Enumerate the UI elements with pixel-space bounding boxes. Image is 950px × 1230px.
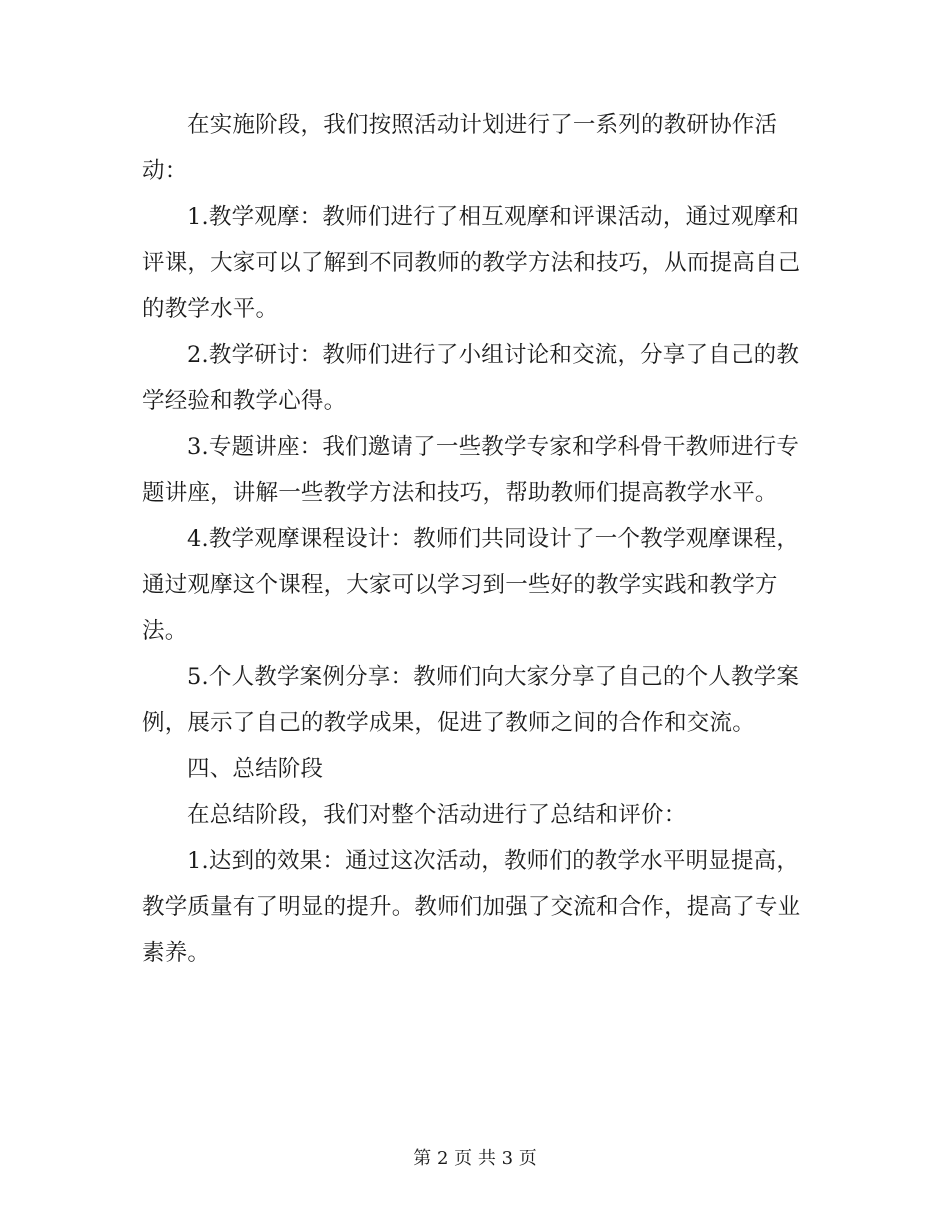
paragraph-achieved-effect: 1.达到的效果：通过这次活动，教师们的教学水平明显提高，教学质量有了明显的提升。教师们加强了交流和合作，提高了专业素养。	[142, 848, 801, 966]
paragraph-case-sharing: 5.个人教学案例分享：教师们向大家分享了自己的个人教学案例，展示了自己的教学成果，促进了教师之间的合作和交流。	[142, 664, 800, 736]
paragraph-course-design: 4.教学观摩课程设计：教师们共同设计了一个教学观摩课程，通过观摩这个课程，大家可以学习到一些好的教学实践和教学方法。	[142, 526, 800, 644]
paragraph-special-lecture: 3.专题讲座：我们邀请了一些教学专家和学科骨干教师进行专题讲座，讲解一些教学方法和技巧，帮助教师们提高教学水平。	[142, 434, 800, 506]
paragraph-teaching-observation: 1.教学观摩：教师们进行了相互观摩和评课活动，通过观摩和评课，大家可以了解到不同教师的教学方法和技巧，从而提高自己的教学水平。	[142, 204, 801, 322]
paragraph-implementation-intro: 在实施阶段，我们按照活动计划进行了一系列的教研协作活动：	[142, 112, 778, 184]
page-number-footer: 第 2 页 共 3 页	[413, 1148, 537, 1169]
paragraph-teaching-discussion: 2.教学研讨：教师们进行了小组讨论和交流，分享了自己的教学经验和教学心得。	[142, 342, 800, 414]
paragraph-summary-intro: 在总结阶段，我们对整个活动进行了总结和评价：	[187, 802, 687, 828]
document-body	[142, 102, 802, 976]
section-heading-summary: 四、总结阶段	[187, 756, 324, 782]
